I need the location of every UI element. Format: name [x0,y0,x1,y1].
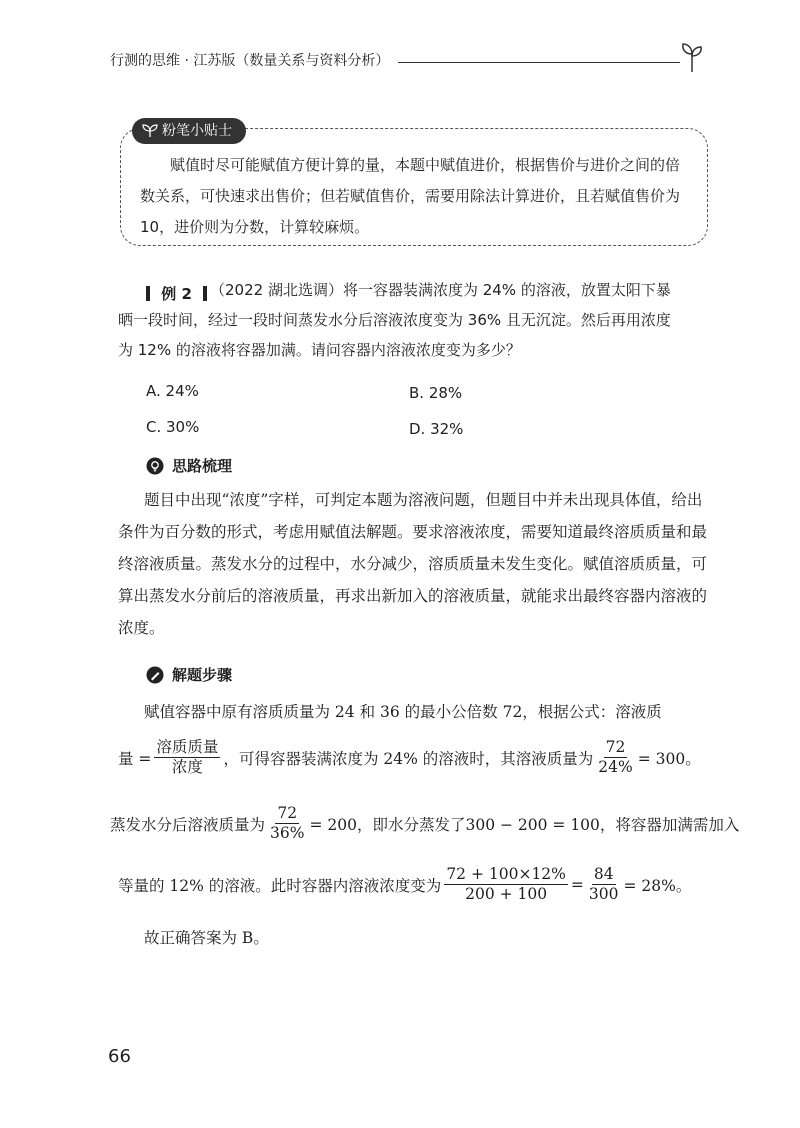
answer-line: 故正确答案为 B。 [144,929,269,947]
header-rule [398,62,680,63]
option-d: D. 32% [409,420,464,438]
fraction [154,738,220,778]
analysis-text [118,484,714,644]
pen-icon [146,666,164,684]
tip-text: 赋值时尽可能赋值方便计算的量，本题中赋值进价，根据售价与进价之间的倍数关系，可快速求出售价；但若赋值售价，需要用除法计算进价，且若赋值售价为10，进价则为分数，计算较麻烦。 [140,156,681,236]
formula-text: ，可得容器装满浓度为 24% 的溶液时，其溶液质量为 [223,749,594,768]
solution-line-2 [118,738,701,778]
example-question-cont [118,305,671,365]
running-header: 行测的思维 · 江苏版（数量关系与资料分析） [110,53,390,69]
example-question [210,275,671,305]
option-b: B. 28% [409,384,463,402]
question-line: 为 12% 的溶液将容器加满。请问容器内溶液浓度变为多少？ [118,341,521,359]
fraction [596,738,634,778]
numerator: 72 + 100×12% [444,865,568,885]
denominator: 300 [588,885,619,904]
solution-line-4 [118,865,691,905]
bulb-icon [146,457,164,475]
fraction [587,865,621,905]
solution-heading [146,664,232,685]
analysis-body: 题目中出现“浓度”字样，可判定本题为溶液问题，但题目中并未出现具体值，给出条件为百分数的形式，考虑用赋值法解题。要求溶液浓度，需要知道最终溶质质量和最终溶液质量。蒸发水分的过程中，水分减少，溶质质量未发生变化。赋值溶质质量，可算出蒸发水分前后的溶液质量，再求出新加入的溶液质量，就能求出最终容器内溶液的浓度。 [118,491,708,637]
formula-text: 蒸发水分后溶液质量为 [110,815,266,834]
option-a: A. 24% [146,382,199,400]
solution-line-1: 赋值容器中原有溶质质量为 24 和 36 的最小公倍数 72，根据公式：溶液质 [144,703,662,721]
formula-text: 等量的 12% 的溶液。此时容器内溶液浓度变为 [118,876,442,895]
analysis-heading-text: 思路梳理 [172,457,233,475]
equals-sign: = [570,875,584,894]
leaf-icon [142,124,158,138]
formula-prefix: 量 = [118,749,152,768]
numerator: 72 [275,804,299,824]
solution-heading-text: 解题步骤 [172,666,233,684]
denominator: 浓度 [171,758,203,777]
example-tag [146,283,207,304]
analysis-heading [146,455,232,476]
option-c: C. 30% [146,418,200,436]
bar-right [203,286,207,301]
page-number: 66 [108,1046,131,1067]
solution-line-3 [110,804,739,844]
sprout-icon [680,42,704,74]
formula-result: = 200，即水分蒸发了300 − 200 = 100，将容器加满需加入 [309,815,740,834]
fraction [268,804,306,844]
fraction [444,865,568,905]
example-label: 例 2 [161,285,192,303]
question-line: （2022 湖北选调）将一容器装满浓度为 24% 的溶液，放置太阳下暴 [210,281,671,299]
question-line: 晒一段时间，经过一段时间蒸发水分后溶液浓度变为 36% 且无沉淀。然后再用浓度 [118,311,671,329]
denominator: 36% [270,824,305,843]
denominator: 24% [598,758,633,777]
formula-result: = 28%。 [623,876,692,895]
formula-result: = 300。 [637,749,701,768]
numerator: 84 [592,865,616,885]
denominator: 200 + 100 [465,885,548,904]
tip-label: 粉笔小贴士 [162,123,232,139]
numerator: 72 [604,738,628,758]
bar-left [146,286,150,301]
tip-tag [132,118,246,144]
numerator: 溶质质量 [154,738,220,758]
